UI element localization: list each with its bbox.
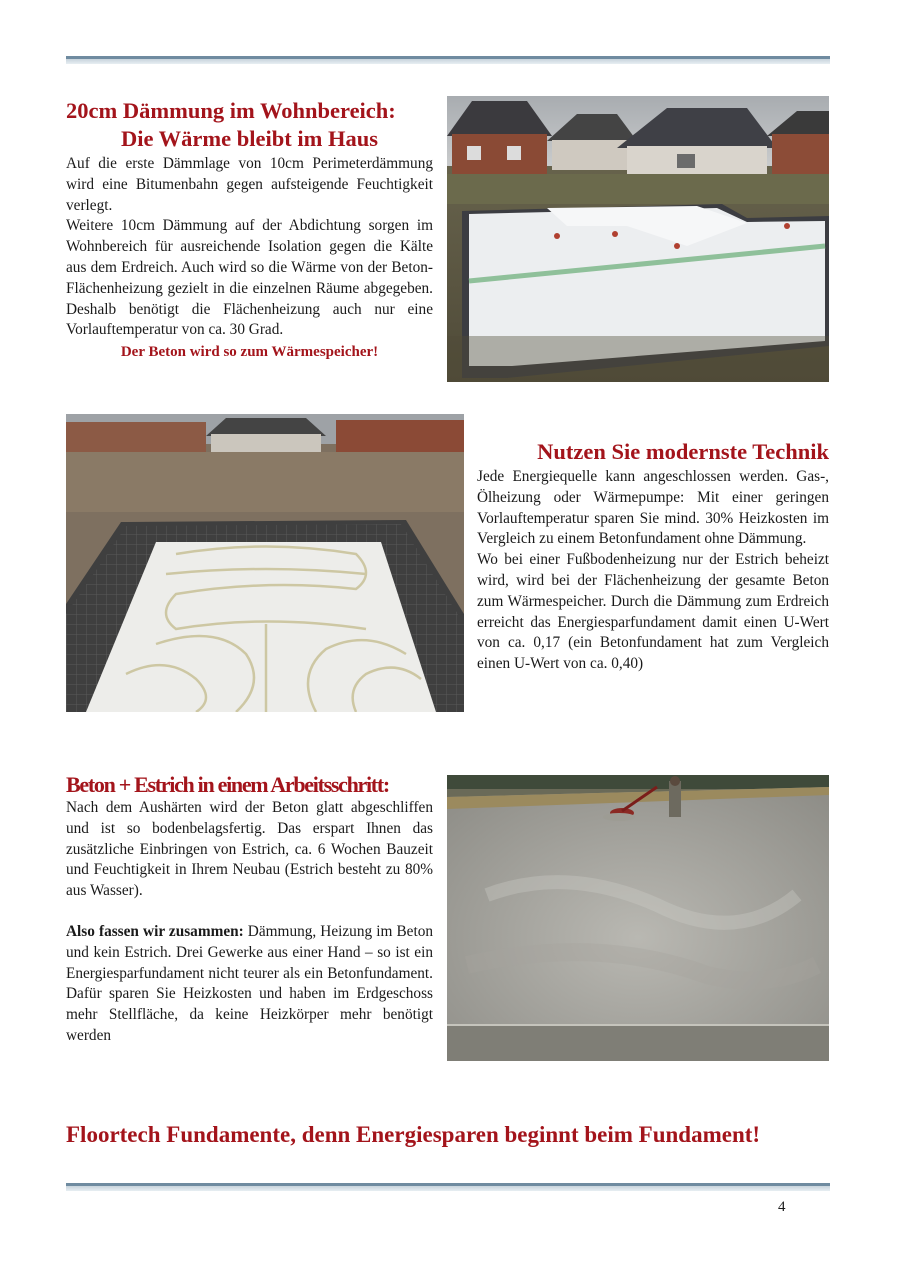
summary-label: Also fassen wir zusammen: [66, 922, 244, 940]
insulation-photo [447, 96, 829, 382]
footer-slogan: Floortech Fundamente, denn Energiesparen beginnt beim Fundament! [66, 1122, 761, 1147]
section-insulation [66, 98, 433, 363]
top-rule [66, 56, 830, 64]
summary-text: Dämmung, Heizung im Beton und kein Estrich. Drei Gewerke aus einer Hand – so ist ein Energiesparfundament nicht teurer als ein Betonfundament. Dafür sparen Sie Heizkosten und haben im Erdgeschoss mehr Stellfläche, da keine Heizkörper mehr benötigt werden [66, 922, 433, 1044]
page-number: 4 [778, 1199, 786, 1215]
concrete-finishing-photo-image [447, 775, 829, 1061]
bottom-rule [66, 1183, 830, 1191]
concrete-finishing-photo [447, 775, 829, 1061]
section-technology-paragraph-2: Wo bei einer Fußbodenheizung nur der Estrich beheizt wird, wird bei der Flächenheizung der gesamte Beton zum Wärmespeicher. Durch die Dämmung zum Erdreich erreicht das Energiesparfundament damit einen U-Wert von ca. 0,17 (ein Betonfundament hat zum Vergleich einen U-Wert von ca. 0,40) [477, 551, 829, 673]
section-insulation-paragraph-1: Auf die erste Dämmlage von 10cm Perimeterdämmung wird eine Bitumenbahn gegen aufsteigende Feuchtigkeit verlegt. [66, 155, 433, 214]
section-technology [477, 437, 829, 675]
section-insulation-title-line2: Die Wärme bleibt im Haus [120, 126, 379, 151]
section-concrete-screed [66, 772, 433, 1047]
insulation-photo-image [447, 96, 829, 382]
section-insulation-title-line1: 20cm Dämmung im Wohnbereich: [66, 98, 396, 123]
heating-pipes-photo-image [66, 414, 464, 712]
heating-pipes-photo [66, 414, 464, 712]
section-technology-paragraph-1: Jede Energiequelle kann angeschlossen werden. Gas-, Ölheizung oder Wärmepumpe: Mit einer geringen Vorlauftemperatur sparen Sie mind. 30% Heizkosten im Vergleich zu einem Betonfundament ohne Dämmung. [477, 468, 829, 548]
section-technology-title: Nutzen Sie modernste Technik [537, 439, 829, 464]
section-insulation-highlight: Der Beton wird so zum Wärmespeicher! [120, 344, 379, 361]
section-concrete-screed-paragraph-1: Nach dem Aushärten wird der Beton glatt abgeschliffen und ist so bodenbelagsfertig. Das erspart Ihnen das zusätzliche Einbringen von Estrich, ca. 6 Wochen Bauzeit und Feuchtigkeit in Ihrem Neubau (Estrich besteht zu 80% aus Wasser). [66, 799, 433, 900]
section-insulation-paragraph-2: Weitere 10cm Dämmung auf der Abdichtung sorgen im Wohnbereich für ausreichende Isolation gegen die Kälte aus dem Erdreich. Auch wird so die Wärme von der Beton-Flächenheizung gezielt in die einzelnen Räume abgegeben. Deshalb benötigt die Flächenheizung auch nur eine Vorlauftemperatur von ca. 30 Grad. [66, 217, 433, 339]
section-concrete-screed-title: Beton + Estrich in einem Arbeitsschritt: [66, 772, 389, 797]
section-concrete-screed-summary [66, 922, 433, 1047]
